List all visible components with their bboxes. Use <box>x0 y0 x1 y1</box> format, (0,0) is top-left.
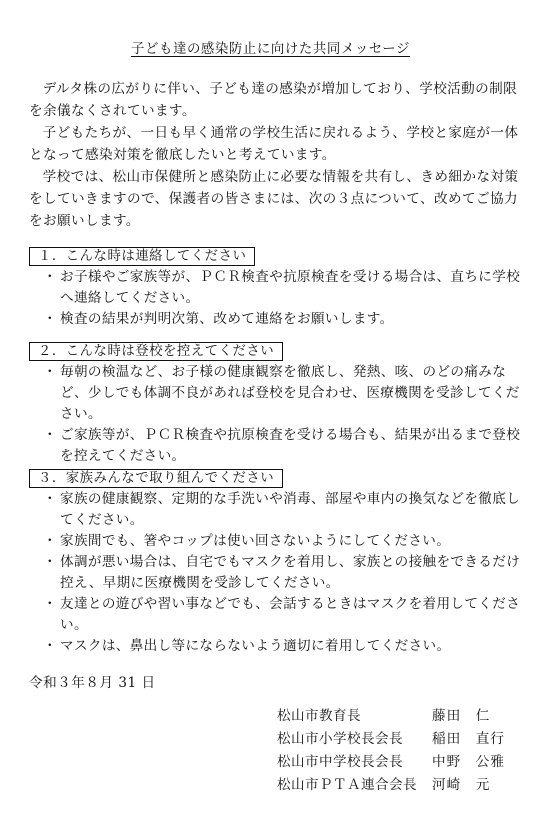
signer-name: 河崎 元 <box>432 777 491 793</box>
list-item-text: 友達との遊びや習い事などでも、会話するときはマスクを着用してください。 <box>60 596 521 633</box>
list-item <box>43 425 525 467</box>
list-item <box>43 531 525 552</box>
list-item <box>43 636 525 657</box>
section-1-heading: １．こんな時は連絡してください <box>29 247 255 266</box>
bullet-mark: ・ <box>43 491 57 507</box>
issue-date: 令和３年８月 31 日 <box>29 675 156 691</box>
signer-role: 松山市中学校長会長 <box>277 754 403 770</box>
signer-role: 松山市教育長 <box>277 708 361 724</box>
document-title-text: 子ども達の感染防止に向けた共同メッセージ <box>130 42 410 57</box>
list-item-text: マスクは、鼻出し等にならないよう適切に着用してください。 <box>60 638 451 654</box>
signature-block <box>277 705 517 797</box>
signer-row <box>277 728 517 751</box>
intro-paragraph: 学校では、松山市保健所と感染防止に必要な情報を共有し、きめ細かな対策をしていきますので、保護者の皆さまには、次の３点について、改めてご協力をお願いします。 <box>29 169 519 229</box>
bullet-mark: ・ <box>43 533 57 549</box>
list-item-text: 家族間でも、箸やコップは使い回さないようにしてください。 <box>60 533 451 549</box>
list-item <box>43 489 525 531</box>
section-3-heading: ３．家族みんなで取り組んでください <box>29 469 283 488</box>
bullet-mark: ・ <box>43 364 57 380</box>
signer-role: 松山市小学校長会長 <box>277 731 403 747</box>
intro-paragraph: デルタ株の広がりに伴い、子ども達の感染が増加しており、学校活動の制限を余儀なくされています。 <box>29 81 518 119</box>
list-item-text: 毎朝の検温など、お子様の健康観察を徹底し、発熱、咳、のどの痛みなど、少しでも体調不良があれば登校を見合わせ、医療機関を受診してください。 <box>60 364 520 422</box>
signer-name: 中野 公雅 <box>432 754 505 770</box>
list-item-text: 検査の結果が判明次第、改めて連絡をお願いします。 <box>60 311 394 327</box>
section-2-list <box>43 362 525 467</box>
section-3-list <box>43 489 525 657</box>
list-item <box>43 267 525 309</box>
list-item-text: 体調が悪い場合は、自宅でもマスクを着用し、家族との接触をできるだけ控え、早期に医療機関を受診してください。 <box>60 554 521 591</box>
bullet-mark: ・ <box>43 596 57 612</box>
signer-row <box>277 774 517 797</box>
signer-row <box>277 705 517 728</box>
signer-name: 稲田 直行 <box>432 731 505 747</box>
list-item <box>43 309 525 330</box>
bullet-mark: ・ <box>43 554 57 570</box>
section-2-heading: ２．こんな時は登校を控えてください <box>29 342 283 361</box>
list-item-text: お子様やご家族等が、ＰＣＲ検査や抗原検査を受ける場合は、直ちに学校へ連絡してください。 <box>60 269 521 306</box>
section-1-list <box>43 267 525 330</box>
list-item <box>43 594 525 636</box>
list-item <box>43 362 525 425</box>
signer-role: 松山市ＰＴＡ連合会長 <box>277 777 417 793</box>
bullet-mark: ・ <box>43 269 57 285</box>
intro-text <box>29 78 525 232</box>
bullet-mark: ・ <box>43 427 57 443</box>
document-title <box>0 38 541 57</box>
bullet-mark: ・ <box>43 311 57 327</box>
list-item <box>43 552 525 594</box>
signer-row <box>277 751 517 774</box>
intro-paragraph: 子どもたちが、一日も早く通常の学校生活に戻れるよう、学校と家庭が一体となって感染対策を徹底したいと考えています。 <box>29 125 519 163</box>
list-item-text: ご家族等が、ＰＣＲ検査や抗原検査を受ける場合も、結果が出るまで登校を控えてください。 <box>60 427 521 464</box>
signer-name: 藤田 仁 <box>432 708 491 724</box>
list-item-text: 家族の健康観察、定期的な手洗いや消毒、部屋や車内の換気などを徹底してください。 <box>60 491 521 528</box>
bullet-mark: ・ <box>43 638 57 654</box>
